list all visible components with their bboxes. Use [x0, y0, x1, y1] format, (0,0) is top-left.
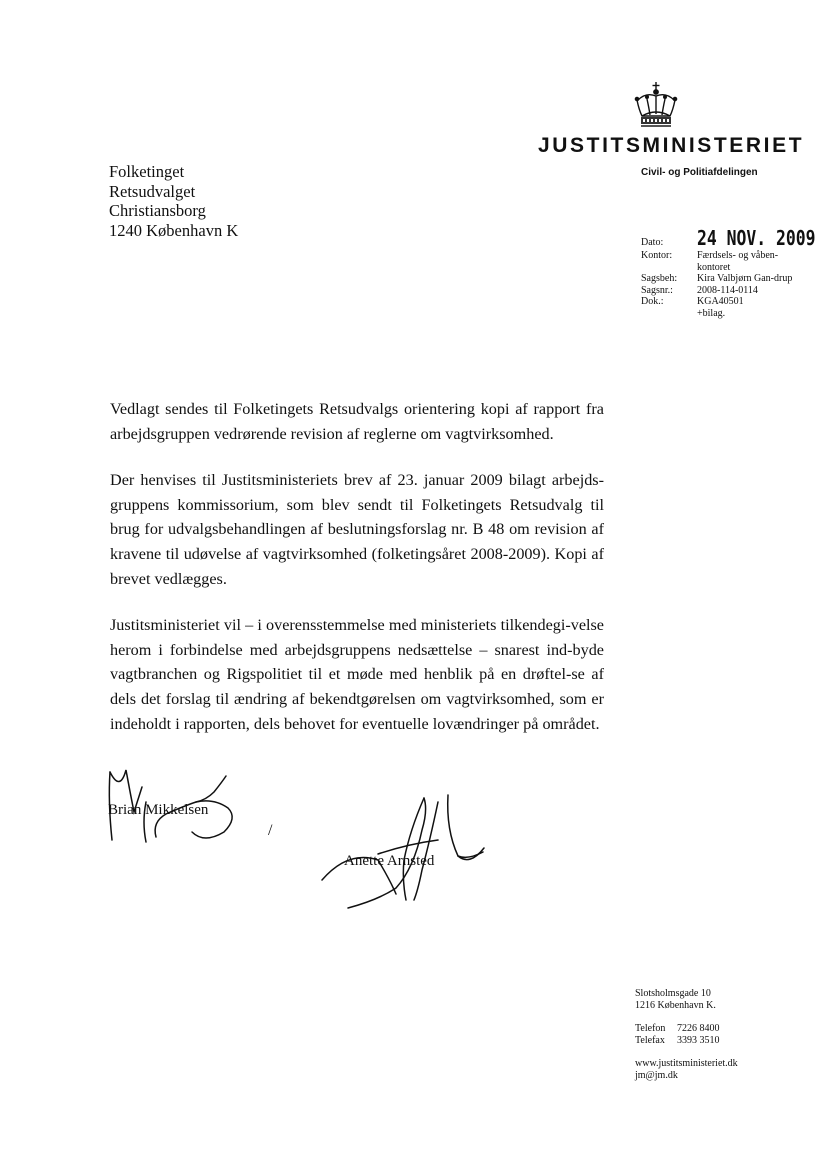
crown-logo-icon	[632, 80, 680, 132]
ministry-name: JUSTITSMINISTERIET	[538, 134, 805, 157]
address-city: 1216 København K.	[635, 1000, 716, 1011]
phone-label: Telefon	[635, 1023, 666, 1034]
body-paragraph: Justitsministeriet vil – i overensstemmelse med ministeriets tilkendegi-velse herom i forbindelse med arbejdsgruppens nedsættelse – snarest ind-byde vagtbranchen og Rigspolitiet til et møde med henblik på en drøftel-se af dels det forslag til ændring af bekendtgørelsen om vagtvirksomhed, som er indeholdt i rapporten, dels behovet for eventuelle lovændringer på området.	[110, 616, 604, 733]
footer-address	[635, 988, 738, 1012]
signature-separator: /	[268, 822, 273, 839]
fax-label: Telefax	[635, 1035, 665, 1046]
office-row	[641, 250, 826, 273]
attachment-note: +bilag.	[697, 307, 726, 319]
recipient-line: Folketinget	[109, 162, 185, 181]
department-name: Civil- og Politiafdelingen	[641, 167, 758, 178]
caseworker-row	[641, 273, 826, 285]
footer-web	[635, 1058, 738, 1082]
reference-block	[641, 228, 826, 319]
date-stamp: 24 NOV. 2009	[697, 226, 816, 250]
caseworker-label: Sagsbeh:	[641, 273, 678, 284]
caseworker-value: Kira Valbjørn Gan-drup	[697, 273, 793, 284]
email-link[interactable]: jm@jm.dk	[635, 1070, 678, 1081]
case-number-label: Sagsnr.:	[641, 284, 673, 296]
recipient-line: Christiansborg	[109, 201, 206, 220]
office-label: Kontor:	[641, 250, 673, 261]
case-number-value: 2008-114-0114	[697, 284, 758, 296]
body-paragraph: Vedlagt sendes til Folketingets Retsudvalgs orientering kopi af rapport fra arbejdsgruppen vedrørende revision af reglerne om vagtvirksomhed.	[110, 400, 604, 443]
footer-phone-fax	[635, 1023, 738, 1047]
document-row	[641, 296, 826, 308]
address-street: Slotsholmsgade 10	[635, 988, 711, 999]
date-row	[641, 228, 826, 248]
phone-row	[635, 1023, 738, 1035]
signer-2-name: Anette Arnsted	[344, 853, 435, 869]
date-label: Dato:	[641, 236, 664, 248]
fax-row	[635, 1035, 738, 1047]
fax-value: 3393 3510	[677, 1035, 720, 1046]
attachment-row	[641, 308, 826, 320]
document-label: Dok.:	[641, 296, 664, 307]
website-link[interactable]: www.justitsministeriet.dk	[635, 1058, 738, 1069]
office-value: Færdsels- og våben-kontoret	[697, 250, 779, 273]
recipient-line: 1240 København K	[109, 220, 239, 240]
phone-value: 7226 8400	[677, 1023, 720, 1034]
case-number-row	[641, 285, 826, 297]
contact-footer	[635, 988, 738, 1093]
body-paragraph: Der henvises til Justitsministeriets brev af 23. januar 2009 bilagt arbejds-gruppens kommissorium, som blev sendt til Folketingets Retsudvalg til brug for udvalgsbehandlingen af beslutningsforslag nr. B 48 om revision af kravene til udøvelse af vagtvirksomhed (folketingsåret 2008-2009). Kopi af brevet vedlægges.	[110, 471, 604, 588]
signer-1-name: Brian Mikkelsen	[108, 802, 209, 818]
recipient-address	[109, 162, 238, 240]
document-value: KGA40501	[697, 296, 744, 307]
letter-body	[110, 397, 604, 758]
recipient-line: Retsudvalget	[109, 181, 196, 201]
